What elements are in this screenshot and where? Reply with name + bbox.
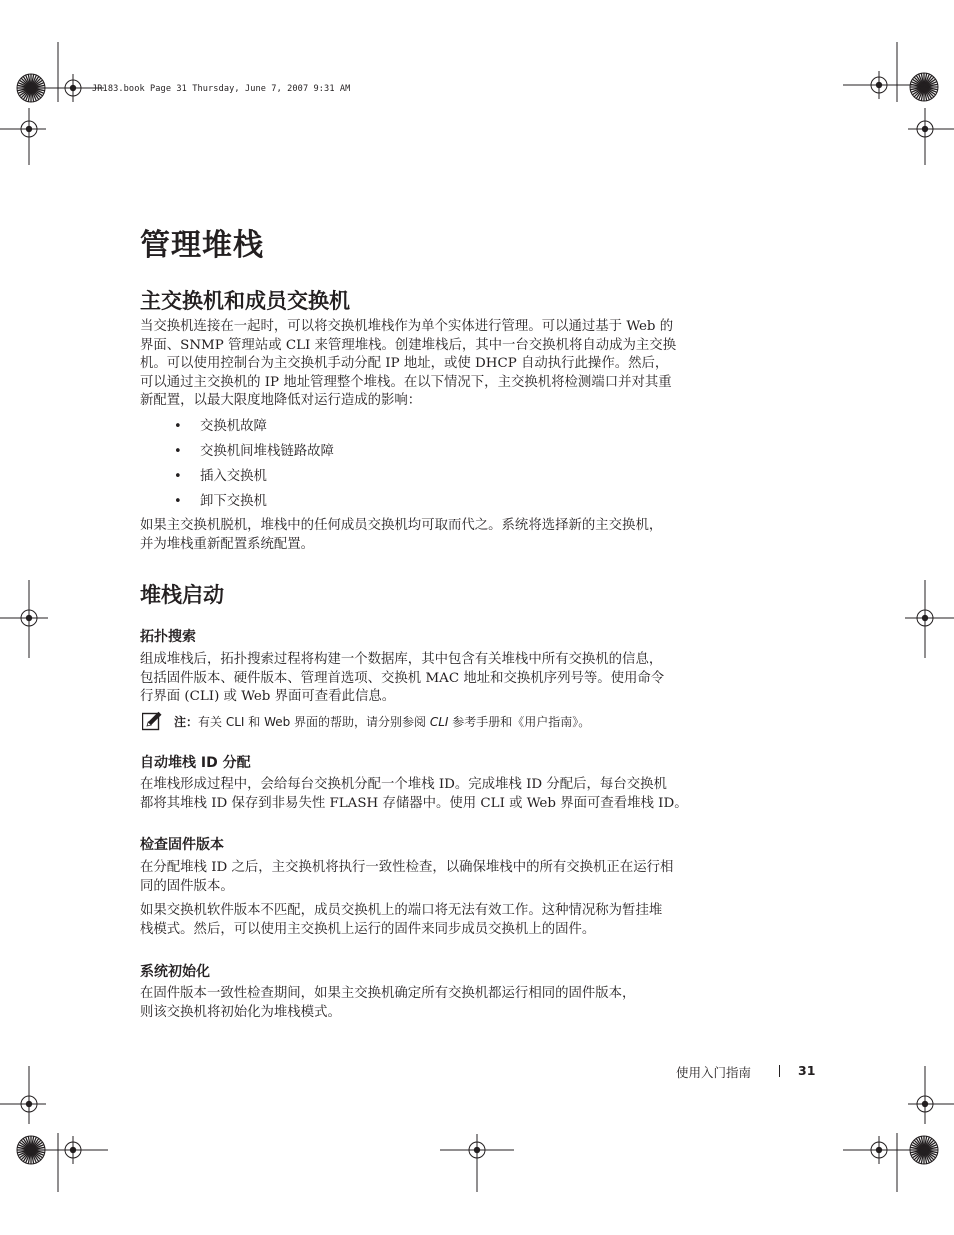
text-line: 行界面 (CLI) 或 Web 界面可查看此信息。 bbox=[140, 689, 396, 704]
auto-id-paragraph bbox=[140, 776, 765, 813]
text-line: 在固件版本一致性检查期间，如果主交换机确定所有交换机都运行相同的固件版本， bbox=[140, 986, 636, 1001]
note-callout bbox=[140, 711, 765, 733]
subheading-auto-stack-id: 自动堆栈 ID 分配 bbox=[140, 755, 251, 771]
list-item: • 插入交换机 bbox=[174, 469, 267, 484]
note-label: 注： bbox=[174, 715, 199, 729]
topology-paragraph bbox=[140, 651, 765, 707]
bullet-icon: • bbox=[174, 469, 182, 484]
text-line: 包括固件版本、硬件版本、管理首选项、交换机 MAC 地址和交换机序列号等。使用命令 bbox=[140, 670, 665, 686]
text-line: 栈模式。然后，可以使用主交换机上运行的固件来同步成员交换机上的固件。 bbox=[140, 921, 596, 937]
text-line: 可以通过主交换机的 IP 地址管理整个堆栈。在以下情况下，主交换机将检测端口并对其重 bbox=[140, 374, 672, 390]
list-item: • 交换机故障 bbox=[174, 419, 267, 434]
text-line: 在分配堆栈 ID 之后，主交换机将执行一致性检查，以确保堆栈中的所有交换机正在运行相 bbox=[140, 860, 674, 875]
text-line: 同的固件版本。 bbox=[140, 878, 234, 894]
text-line: 在堆栈形成过程中，会给每台交换机分配一个堆栈 ID。完成堆栈 ID 分配后，每台交换机 bbox=[140, 777, 667, 792]
subheading-firmware-check: 检查固件版本 bbox=[140, 837, 224, 853]
text-line: 都将其堆栈 ID 保存到非易失性 FLASH 存储器中。使用 CLI 或 Web 界面可查看堆栈 ID。 bbox=[140, 795, 688, 811]
text-line: 如果交换机软件版本不匹配，成员交换机上的端口将无法有效工作。这种情况称为暂挂堆 bbox=[140, 903, 663, 918]
cli-reference: CLI bbox=[429, 715, 449, 729]
list-item: • 交换机间堆栈链路故障 bbox=[174, 444, 334, 459]
text-line: 如果主交换机脱机，堆栈中的任何成员交换机均可取而代之。系统将选择新的主交换机， bbox=[140, 518, 663, 533]
text-line: 组成堆栈后，拓扑搜索过程将构建一个数据库，其中包含有关堆栈中所有交换机的信息， bbox=[140, 652, 663, 667]
print-header-meta: JR183.book Page 31 Thursday, June 7, 2007 9:31 AM bbox=[92, 84, 351, 94]
page-footer bbox=[676, 1063, 816, 1083]
master-member-intro bbox=[140, 318, 765, 411]
footer-divider bbox=[779, 1065, 780, 1077]
text-line: 界面、SNMP 管理站或 CLI 来管理堆栈。创建堆栈后，其中一台交换机将自动成为主交换 bbox=[140, 337, 677, 353]
firmware-paragraph-1 bbox=[140, 859, 765, 896]
note-pencil-icon bbox=[142, 711, 164, 731]
subheading-topology: 拓扑搜索 bbox=[140, 629, 196, 645]
footer-guide-title: 使用入门指南 bbox=[676, 1065, 752, 1080]
page-number: 31 bbox=[798, 1063, 816, 1078]
page-title: 管理堆栈 bbox=[140, 228, 264, 263]
text-line: 则该交换机将初始化为堆栈模式。 bbox=[140, 1004, 341, 1020]
bullet-icon: • bbox=[174, 494, 182, 509]
text-line: 机。可以使用控制台为主交换机手动分配 IP 地址，或使 DHCP 自动执行此操作。然后， bbox=[140, 356, 669, 371]
text-line: 当交换机连接在一起时，可以将交换机堆栈作为单个实体进行管理。可以通过基于 Web 的 bbox=[140, 319, 674, 334]
failure-conditions-list bbox=[140, 418, 640, 518]
list-item: • 卸下交换机 bbox=[174, 494, 267, 509]
section-heading-master-member: 主交换机和成员交换机 bbox=[140, 289, 350, 313]
text-line: 新配置，以最大限度地降低对运行造成的影响： bbox=[140, 393, 422, 408]
firmware-paragraph-2 bbox=[140, 902, 765, 939]
subheading-system-init: 系统初始化 bbox=[140, 964, 210, 980]
init-paragraph bbox=[140, 985, 765, 1022]
note-text: 注：有关 CLI 和 Web 界面的帮助，请分别参阅 CLI 参考手册和《用户指南》。 bbox=[174, 715, 591, 729]
text-line: 并为堆栈重新配置系统配置。 bbox=[140, 536, 315, 552]
bullet-icon: • bbox=[174, 444, 182, 459]
bullet-icon: • bbox=[174, 419, 182, 434]
master-member-outro bbox=[140, 517, 765, 554]
section-heading-stack-startup: 堆栈启动 bbox=[140, 583, 224, 607]
